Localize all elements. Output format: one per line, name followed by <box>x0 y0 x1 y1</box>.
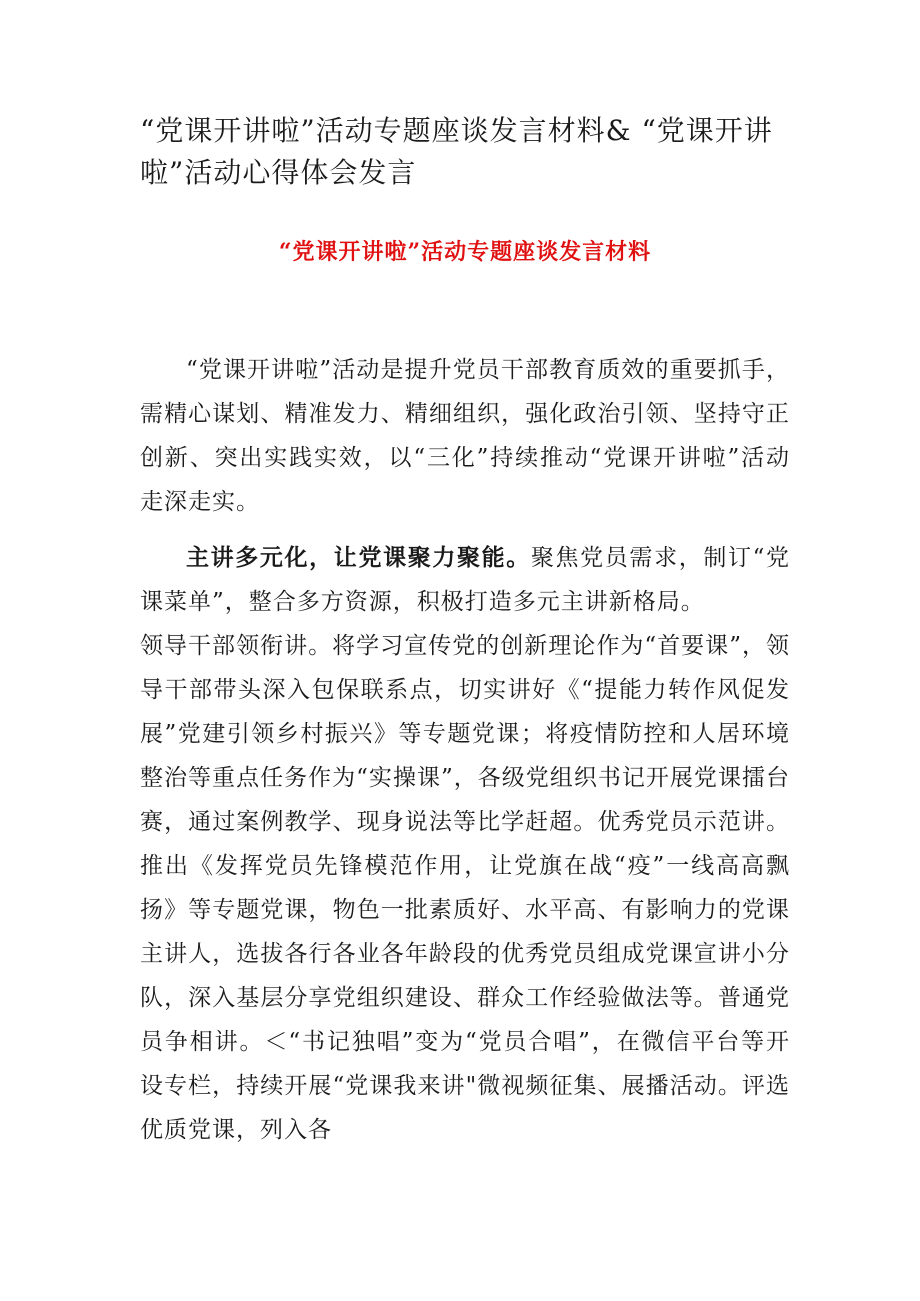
paragraph-speaker-diversity <box>140 536 790 624</box>
document-body <box>140 348 790 1152</box>
paragraph-text: “党课开讲啦”活动是提升党员干部教育质效的重要抓手，需精心谋划、精准发力、精细组织，强化政治引领、坚持守正创新、突出实践实效，以“三化”持续推动“党课开讲啦”活动走深走实。 <box>140 357 790 515</box>
paragraph-text: 聚焦党员需求，制订“党课菜单”，整合多方资源，积极打造多元主讲新格局。 <box>140 545 790 615</box>
paragraph-lead: 主讲多元化，让党课聚力聚能。 <box>186 544 531 571</box>
document-title: “党课开讲啦”活动专题座谈发言材料& “党课开讲啦”活动心得体会发言 <box>140 114 773 189</box>
paragraph-text: 领导干部领衔讲。将学习宣传党的创新理论作为“首要课”，领导干部带头深入包保联系点，切实讲好《“提能力转作风促发展”党建引领乡村振兴》等专题党课；将疫情防控和人居环境整治等重点任务作为“实操课”，各级党组织书记开展党课擂台赛，通过案例教学、现身说法等比学赶超。优秀党员示范讲。推出《发挥党员先锋模范作用，让党旗在战“疫”一线高高飘扬》等专题党课，物色一批素质好、水平高、有影响力的党课主讲人，选拔各行各业各年龄段的优秀党员组成党课宣讲小分队，深入基层分享党组织建设、群众工作经验做法等。普通党员争相讲。＜“书记独唱”变为“党员合唱”，在微信平台等开设专栏，持续开展“党课我来讲"微视频征集、展播活动。评选优质党课，列入各 <box>140 633 790 1143</box>
paragraph-speakers <box>140 624 790 1152</box>
paragraph-intro <box>140 348 790 524</box>
section-title: “党课开讲啦”活动专题座谈发言材料 <box>278 239 652 265</box>
